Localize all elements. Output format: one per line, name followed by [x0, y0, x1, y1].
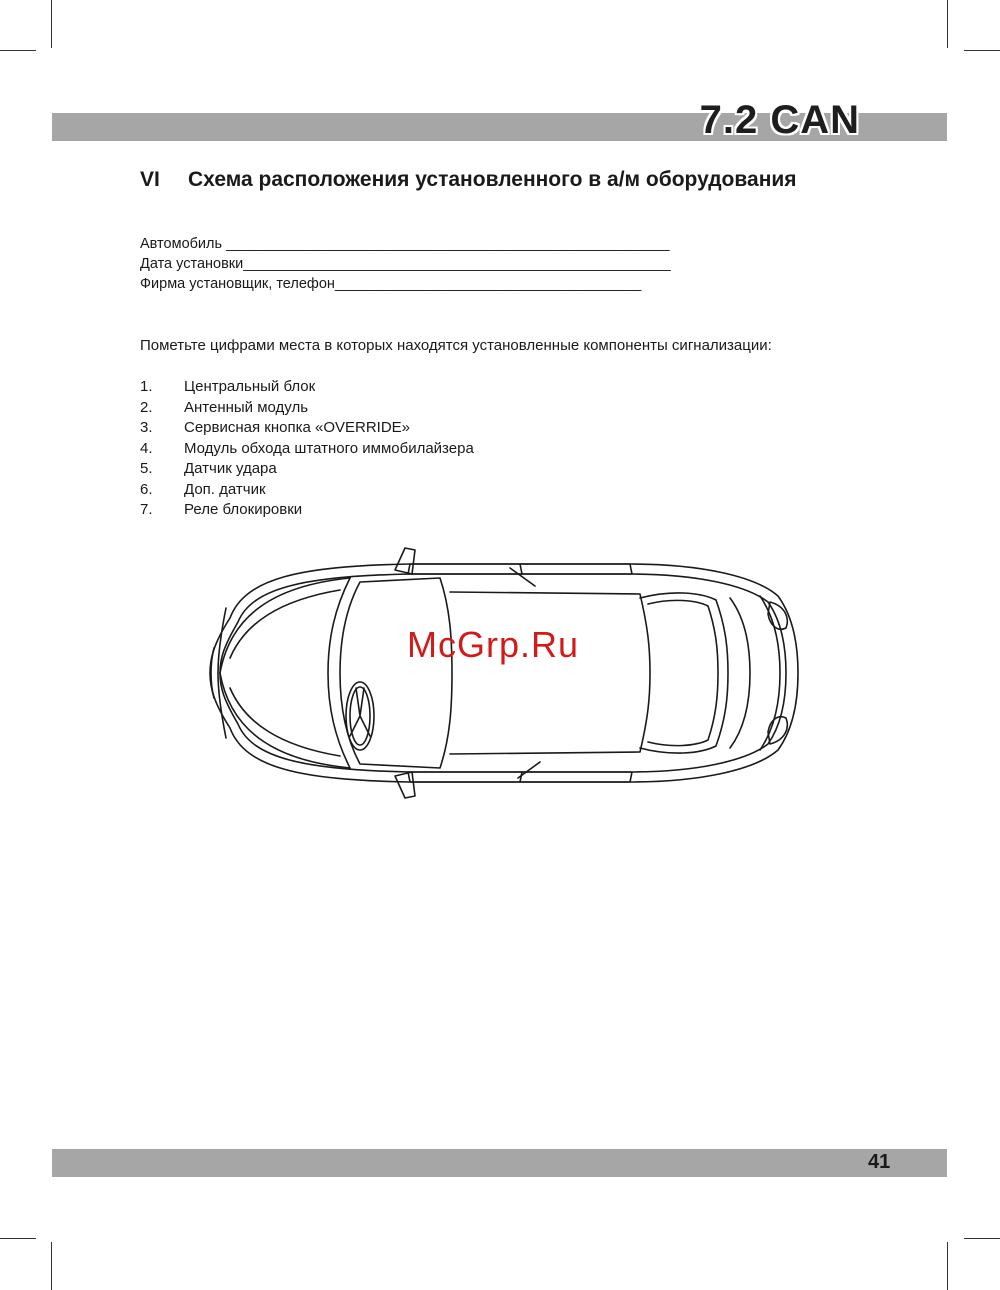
- install-date-field: Дата установки_____________________________________________________: [140, 256, 671, 272]
- crop-mark: [0, 50, 36, 51]
- list-item: [140, 480, 474, 501]
- item-number: 1.: [140, 378, 153, 395]
- crop-mark: [947, 1242, 948, 1290]
- item-label: Датчик удара: [184, 460, 277, 477]
- list-item: [140, 500, 474, 521]
- crop-mark: [947, 0, 948, 48]
- item-label: Реле блокировки: [184, 501, 303, 518]
- footer-bar: [52, 1149, 947, 1177]
- car-field: Автомобиль _______________________________________________________: [140, 236, 670, 252]
- installer-field: Фирма установщик, телефон______________________________________: [140, 276, 642, 292]
- section-heading: Схема расположения установленного в а/м оборудования: [188, 168, 797, 191]
- crop-mark: [0, 1238, 36, 1239]
- item-label: Центральный блок: [184, 378, 316, 395]
- page-number: 41: [868, 1151, 891, 1173]
- list-item: [140, 459, 474, 480]
- watermark-text: McGrp.Ru: [407, 624, 580, 665]
- car-top-view-diagram: [200, 538, 810, 813]
- item-label: Антенный модуль: [184, 398, 309, 416]
- fill-in-fields: [140, 234, 671, 294]
- list-item: [140, 418, 474, 439]
- component-list: [140, 377, 474, 521]
- item-number: 4.: [140, 439, 153, 457]
- crop-mark: [964, 1238, 1000, 1239]
- section-number: VI: [140, 168, 160, 191]
- crop-mark: [51, 1242, 52, 1290]
- crop-mark: [964, 50, 1000, 51]
- list-item: [140, 398, 474, 419]
- crop-mark: [51, 0, 52, 48]
- list-item: [140, 377, 474, 398]
- item-number: 7.: [140, 501, 153, 518]
- item-number: 3.: [140, 419, 153, 436]
- item-number: 6.: [140, 480, 153, 498]
- item-number: 5.: [140, 460, 153, 477]
- list-item: [140, 439, 474, 460]
- item-label: Доп. датчик: [184, 480, 266, 498]
- item-number: 2.: [140, 398, 153, 416]
- section-title: [140, 168, 797, 192]
- item-label: Сервисная кнопка «OVERRIDE»: [184, 419, 411, 436]
- header-title: 7.2 CAN: [699, 98, 860, 142]
- instruction-text: Пометьте цифрами места в которых находятся установленные компоненты сигнализации:: [140, 337, 772, 354]
- item-label: Модуль обхода штатного иммобилайзера: [184, 439, 474, 457]
